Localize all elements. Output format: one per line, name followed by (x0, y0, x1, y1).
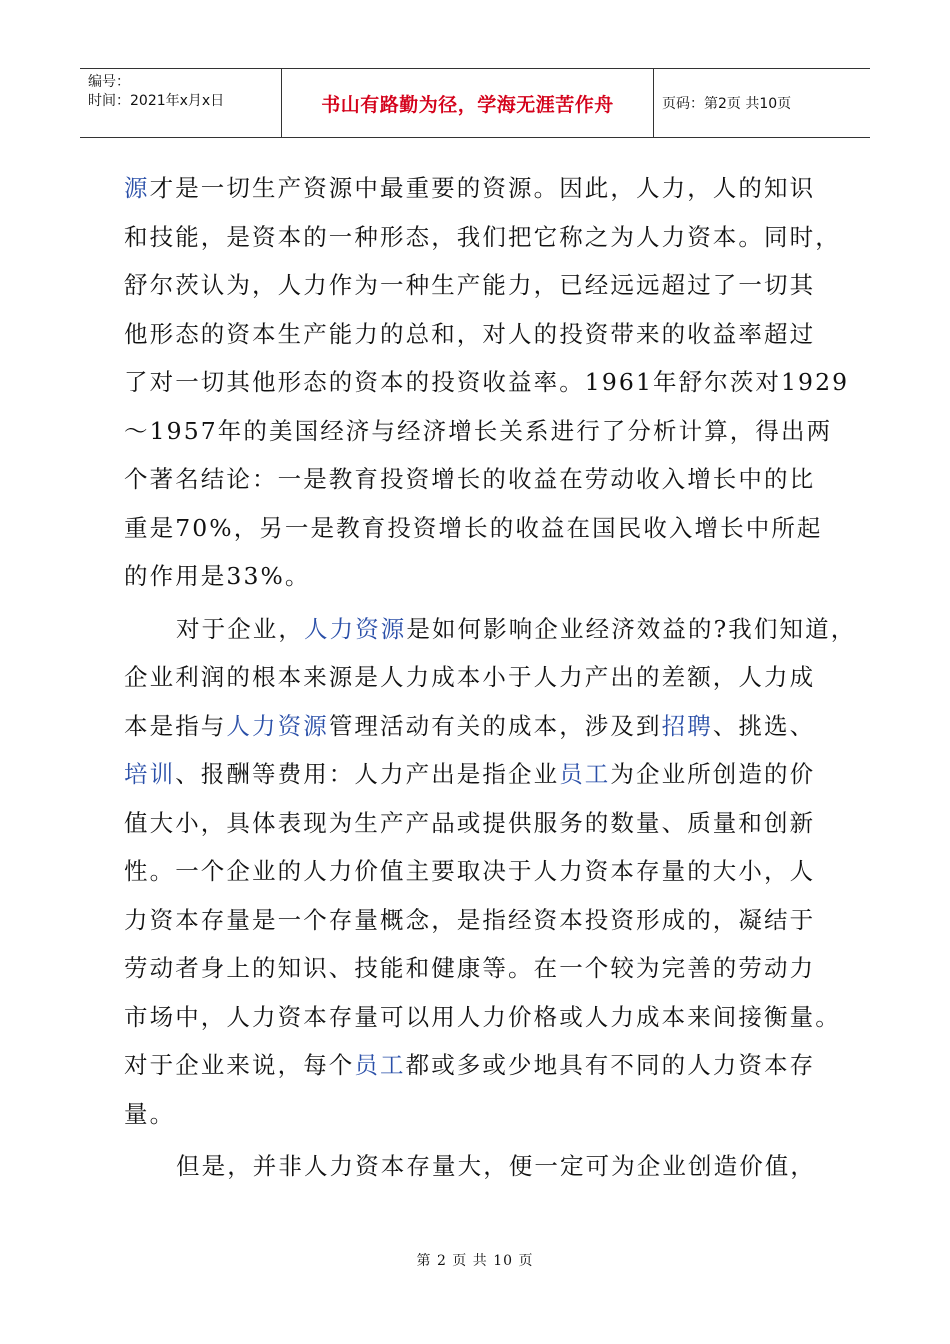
text-segment: 才是一切生产资源中最重要的资源。因此，人力，人的知识 (149, 174, 816, 202)
text-segment: 市场中，人力资本存量可以用人力价格或人力成本来间接衡量。 (124, 1002, 841, 1031)
keyword-link[interactable]: 人力资源 (304, 614, 407, 643)
text-segment: 、挑选、 (712, 711, 816, 740)
text-segment: 对于企业， (176, 614, 304, 643)
keyword-link[interactable]: 源 (124, 174, 150, 202)
page-footer: 第 2 页 共 10 页 (416, 1253, 534, 1269)
keyword-link[interactable]: 招聘 (661, 711, 713, 740)
text-line (124, 455, 830, 504)
text-line (124, 1090, 830, 1139)
text-segment: 重是70%，另一是教育投资增长的收益在国民收入增长中所起 (124, 513, 823, 542)
text-line (124, 702, 830, 751)
text-segment: 企业利润的根本来源是人力成本小于人力产出的差额，人力成 (124, 663, 816, 691)
header-motto-cell (282, 69, 654, 137)
text-segment: 是如何影响企业经济效益的?我们知道， (406, 614, 857, 643)
keyword-link[interactable]: 培训 (124, 760, 176, 788)
text-segment: 舒尔茨认为，人力作为一种生产能力，已经远远超过了一切其 (124, 271, 816, 299)
number-label: 编号： (88, 74, 130, 90)
text-segment: 量。 (124, 1099, 176, 1128)
text-line (124, 358, 850, 407)
keyword-link[interactable]: 员工 (559, 760, 611, 788)
time-label: 时间：2021年x月x日 (88, 93, 225, 109)
text-line (124, 896, 830, 945)
text-line (124, 213, 841, 262)
header-meta (80, 69, 282, 137)
text-segment: 都或多或少地具有不同的人力资本存 (405, 1051, 816, 1079)
text-segment: 劳动者身上的知识、技能和健康等。在一个较为完善的劳动力 (124, 954, 816, 982)
text-segment: 他形态的资本生产能力的总和，对人的投资带来的收益率超过 (124, 319, 816, 348)
text-segment: 了对一切其他形态的资本的投资收益率。1961年舒尔茨对1929 (124, 368, 850, 396)
page-header (80, 68, 870, 138)
text-segment: 但是，并非人力资本存量大，便一定可为企业创造价值， (176, 1152, 816, 1180)
text-segment: 管理活动有关的成本，涉及到 (328, 711, 662, 740)
keyword-link[interactable]: 员工 (354, 1051, 406, 1079)
text-line (124, 261, 830, 310)
text-line (124, 605, 857, 654)
text-line (124, 407, 833, 456)
text-segment: 、报酬等费用：人力产出是指企业 (175, 760, 560, 788)
text-line (124, 750, 830, 799)
text-segment: 本是指与 (124, 711, 227, 740)
text-line (124, 504, 830, 553)
text-line (124, 653, 830, 702)
text-segment: 力资本存量是一个存量概念，是指经资本投资形成的，凝结于 (124, 905, 816, 934)
text-line (124, 944, 830, 993)
motto-text: 书山有路勤为径，学海无涯苦作舟 (321, 93, 614, 116)
text-line (124, 310, 830, 359)
header-page-info (654, 69, 870, 137)
text-line (124, 164, 830, 213)
text-segment: 为企业所创造的价 (610, 760, 816, 788)
text-line (124, 1142, 830, 1191)
page-info-text: 页码：第2页 共10页 (662, 96, 792, 112)
document-body (124, 164, 857, 1191)
text-segment: 值大小，具体表现为生产产品或提供服务的数量、质量和创新 (124, 808, 816, 837)
text-segment: 和技能，是资本的一种形态，我们把它称之为人力资本。同时， (124, 222, 841, 251)
text-segment: 的作用是33%。 (124, 562, 311, 590)
text-segment: 个著名结论：一是教育投资增长的收益在劳动收入增长中的比 (124, 465, 816, 493)
text-segment: 性。一个企业的人力价值主要取决于人力资本存量的大小，人 (124, 857, 816, 885)
text-line (124, 847, 830, 896)
text-line (124, 552, 830, 601)
text-segment: 对于企业来说，每个 (124, 1051, 355, 1079)
text-line (124, 993, 841, 1042)
text-line (124, 1041, 830, 1090)
text-segment: ～1957年的美国经济与经济增长关系进行了分析计算，得出两 (124, 416, 833, 445)
text-line (124, 799, 830, 848)
keyword-link[interactable]: 人力资源 (226, 711, 329, 740)
